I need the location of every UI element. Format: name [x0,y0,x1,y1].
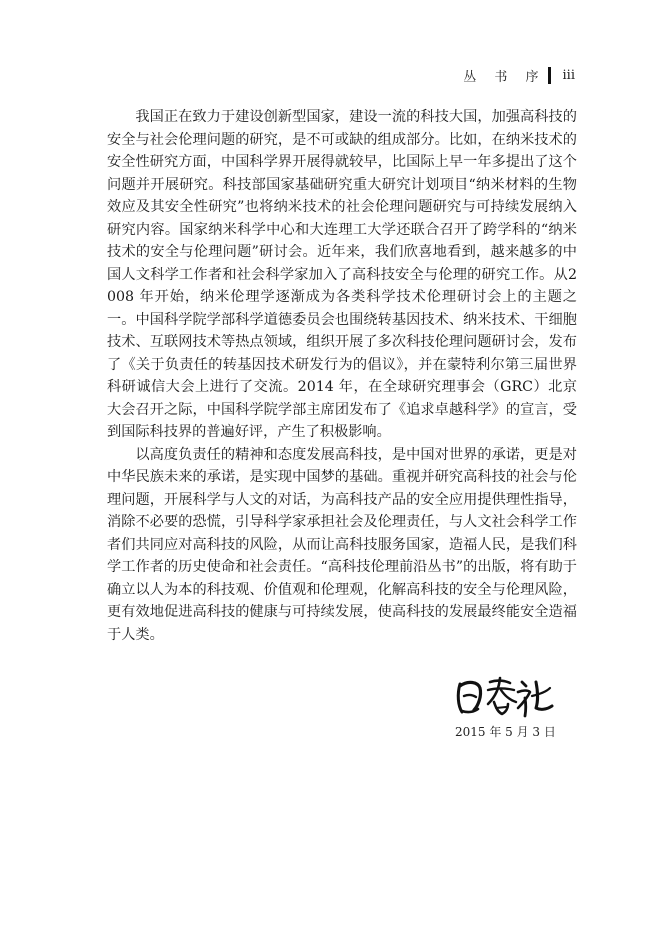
paragraph-2: 以高度负责任的精神和态度发展高科技，是中国对世界的承诺，更是对中华民族未来的承诺，是实现中国梦的基础。重视并研究高科技的社会与伦理问题，开展科学与人文的对话，为高科技产品的安全应用提供理性指导，消除不必要的恐慌，引导科学家承担社会及伦理责任，与人文社会科学工作者们共同应对高科技的风险，从而让高科技服务国家，造福人民，是我们科学工作者的历史使命和社会责任。“高科技伦理前沿丛书”的出版，将有助于确立以人为本的科技观、价值观和伦理观，化解高科技的安全与伦理风险，更有效地促进高科技的健康与可持续发展，使高科技的发展最终能安全造福于人类。 [107,446,577,643]
running-header [463,66,575,85]
page-number: iii [562,68,575,83]
date-line: 2015 年 5 月 3 日 [455,725,556,739]
body-text [107,106,577,646]
header-divider-bar [548,67,551,84]
handwritten-signature [452,674,556,718]
paragraph-1: 我国正在致力于建设创新型国家，建设一流的科技大国，加强高科技的安全与社会伦理问题的研究，是不可或缺的组成部分。比如，在纳米技术的安全性研究方面，中国科学界开展得就较早，比国际上早一年多提出了这个问题并开展研究。科技部国家基础研究重大研究计划项目“纳米材料的生物效应及其安全性研究”也将纳米技术的社会伦理问题研究与可持续发展纳入研究内容。国家纳米科学中心和大连理工大学还联合召开了跨学科的“纳米技术的安全与伦理问题”研讨会。近年来，我们欣喜地看到，越来越多的中国人文科学工作者和社会科学家加入了高科技安全与伦理的研究工作。从2008 年开始，纳米伦理学逐渐成为各类科学技术伦理研讨会上的主题之一。中国科学院学部科学道德委员会也围绕转基因技术、纳米技术、干细胞技术、互联网技术等热点领域，组织开展了多次科技伦理问题研讨会，发布了《关于负责任的转基因技术研发行为的倡议》，并在蒙特利尔第三届世界科研诚信大会上进行了交流。2014 年，在全球研究理事会（GRC）北京大会召开之际，中国科学院学部主席团发布了《追求卓越科学》的宣言，受到国际科技界的普遍好评，产生了积极影响。 [107,109,577,440]
section-title: 丛 书 序 [463,70,546,85]
